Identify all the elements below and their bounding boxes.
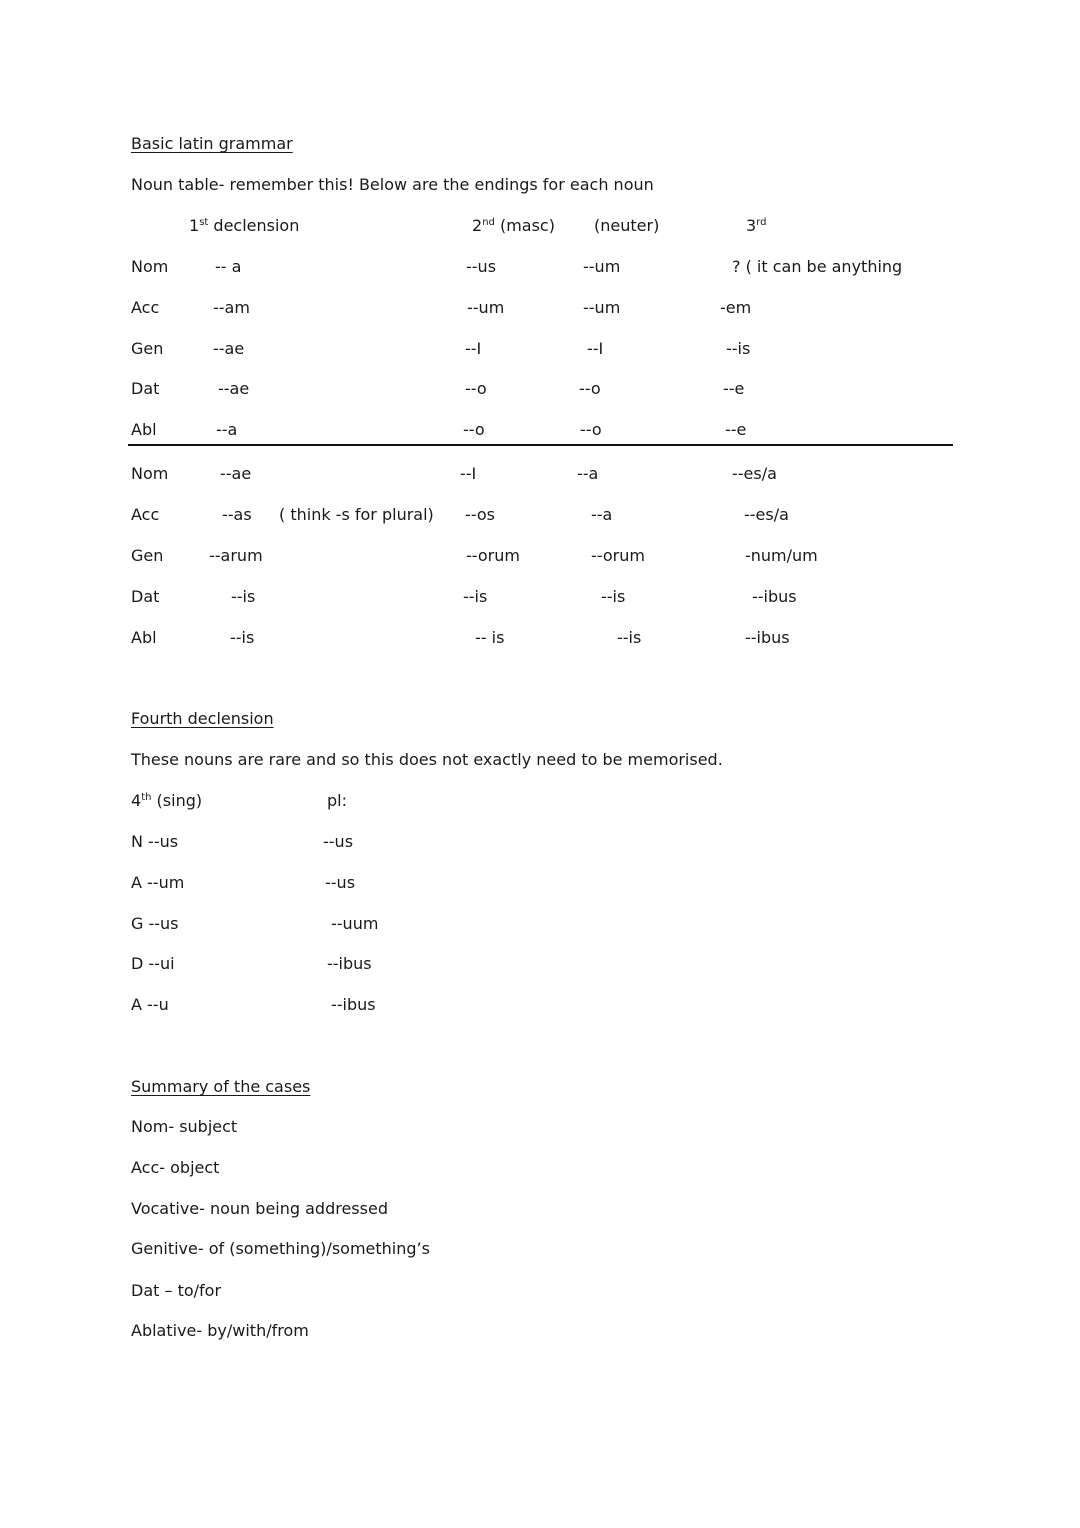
header-first-declension: 1st declension (189, 216, 300, 235)
sing-acc-n2: --um (583, 298, 621, 317)
pl-gen-m2: --orum (466, 546, 520, 565)
sing-case-abl: Abl (131, 420, 157, 439)
fourth-sing-dat: D --ui (131, 954, 175, 973)
singular-plural-divider (128, 444, 953, 446)
sing-nom-d1: -- a (215, 257, 242, 276)
pl-gen-d3: -num/um (745, 546, 818, 565)
sing-abl-n2: --o (580, 420, 602, 439)
pl-nom-n2: --a (577, 464, 599, 483)
pl-nom-d3: --es/a (732, 464, 777, 483)
sing-gen-m2: --I (465, 339, 482, 358)
sing-nom-d3: ? ( it can be anything (732, 257, 903, 276)
sing-case-nom: Nom (131, 257, 169, 276)
fourth-sing-header: 4th (sing) (131, 791, 203, 810)
fourth-declension-note: These nouns are rare and so this does not exactly need to be memorised. (131, 750, 723, 769)
header-third-declension: 3rd (746, 216, 767, 235)
pl-acc-d3: --es/a (744, 505, 789, 524)
fourth-sing-abl: A --u (131, 995, 169, 1014)
pl-abl-d3: --ibus (745, 628, 790, 647)
sing-dat-d1: --ae (218, 379, 250, 398)
summary-item: Dat – to/for (131, 1281, 222, 1300)
pl-case-gen: Gen (131, 546, 164, 565)
sing-acc-d3: -em (720, 298, 752, 317)
fourth-pl-abl: --ibus (331, 995, 376, 1014)
sing-dat-m2: --o (465, 379, 487, 398)
pl-dat-d3: --ibus (752, 587, 797, 606)
pl-nom-m2: --I (460, 464, 477, 483)
pl-gen-d1: --arum (209, 546, 263, 565)
pl-dat-m2: --is (463, 587, 488, 606)
pl-dat-d1: --is (231, 587, 256, 606)
pl-acc-d1: --as (222, 505, 252, 524)
summary-item: Nom- subject (131, 1117, 238, 1136)
fourth-sing-nom: N --us (131, 832, 179, 851)
summary-item: Vocative- noun being addressed (131, 1199, 388, 1218)
sing-abl-d3: --e (725, 420, 747, 439)
fourth-pl-acc: --us (325, 873, 356, 892)
sing-case-dat: Dat (131, 379, 160, 398)
summary-item: Ablative- by/with/from (131, 1321, 309, 1340)
sing-gen-d3: --is (726, 339, 751, 358)
sing-nom-m2: --us (466, 257, 497, 276)
fourth-declension-heading: Fourth declension (131, 709, 274, 728)
page-title: Basic latin grammar (131, 134, 293, 153)
fourth-plural-header: pl: (327, 791, 347, 810)
pl-abl-m2: -- is (475, 628, 505, 647)
fourth-pl-dat: --ibus (327, 954, 372, 973)
summary-heading: Summary of the cases (131, 1077, 311, 1096)
pl-acc-m2: --os (465, 505, 495, 524)
fourth-pl-nom: --us (323, 832, 354, 851)
sing-acc-d1: --am (213, 298, 250, 317)
sing-dat-n2: --o (579, 379, 601, 398)
sing-nom-n2: --um (583, 257, 621, 276)
pl-case-dat: Dat (131, 587, 160, 606)
fourth-sing-gen: G --us (131, 914, 179, 933)
pl-dat-n2: --is (601, 587, 626, 606)
pl-abl-d1: --is (230, 628, 255, 647)
sing-gen-n2: --I (587, 339, 604, 358)
sing-abl-d1: --a (216, 420, 238, 439)
pl-nom-d1: --ae (220, 464, 252, 483)
header-neuter: (neuter) (594, 216, 660, 235)
summary-item: Genitive- of (something)/something’s (131, 1239, 430, 1258)
sing-gen-d1: --ae (213, 339, 245, 358)
sing-dat-d3: --e (723, 379, 745, 398)
sing-abl-m2: --o (463, 420, 485, 439)
pl-case-nom: Nom (131, 464, 169, 483)
pl-acc-n2: --a (591, 505, 613, 524)
pl-case-acc: Acc (131, 505, 160, 524)
header-second-declension-masc: 2nd (masc) (472, 216, 555, 235)
intro-text: Noun table- remember this! Below are the endings for each noun (131, 175, 654, 194)
fourth-pl-gen: --uum (331, 914, 379, 933)
fourth-sing-acc: A --um (131, 873, 185, 892)
pl-gen-n2: --orum (591, 546, 645, 565)
sing-case-gen: Gen (131, 339, 164, 358)
pl-case-abl: Abl (131, 628, 157, 647)
summary-item: Acc- object (131, 1158, 220, 1177)
plural-hint-note: ( think -s for plural) (279, 505, 434, 524)
sing-case-acc: Acc (131, 298, 160, 317)
sing-acc-m2: --um (467, 298, 505, 317)
pl-abl-n2: --is (617, 628, 642, 647)
